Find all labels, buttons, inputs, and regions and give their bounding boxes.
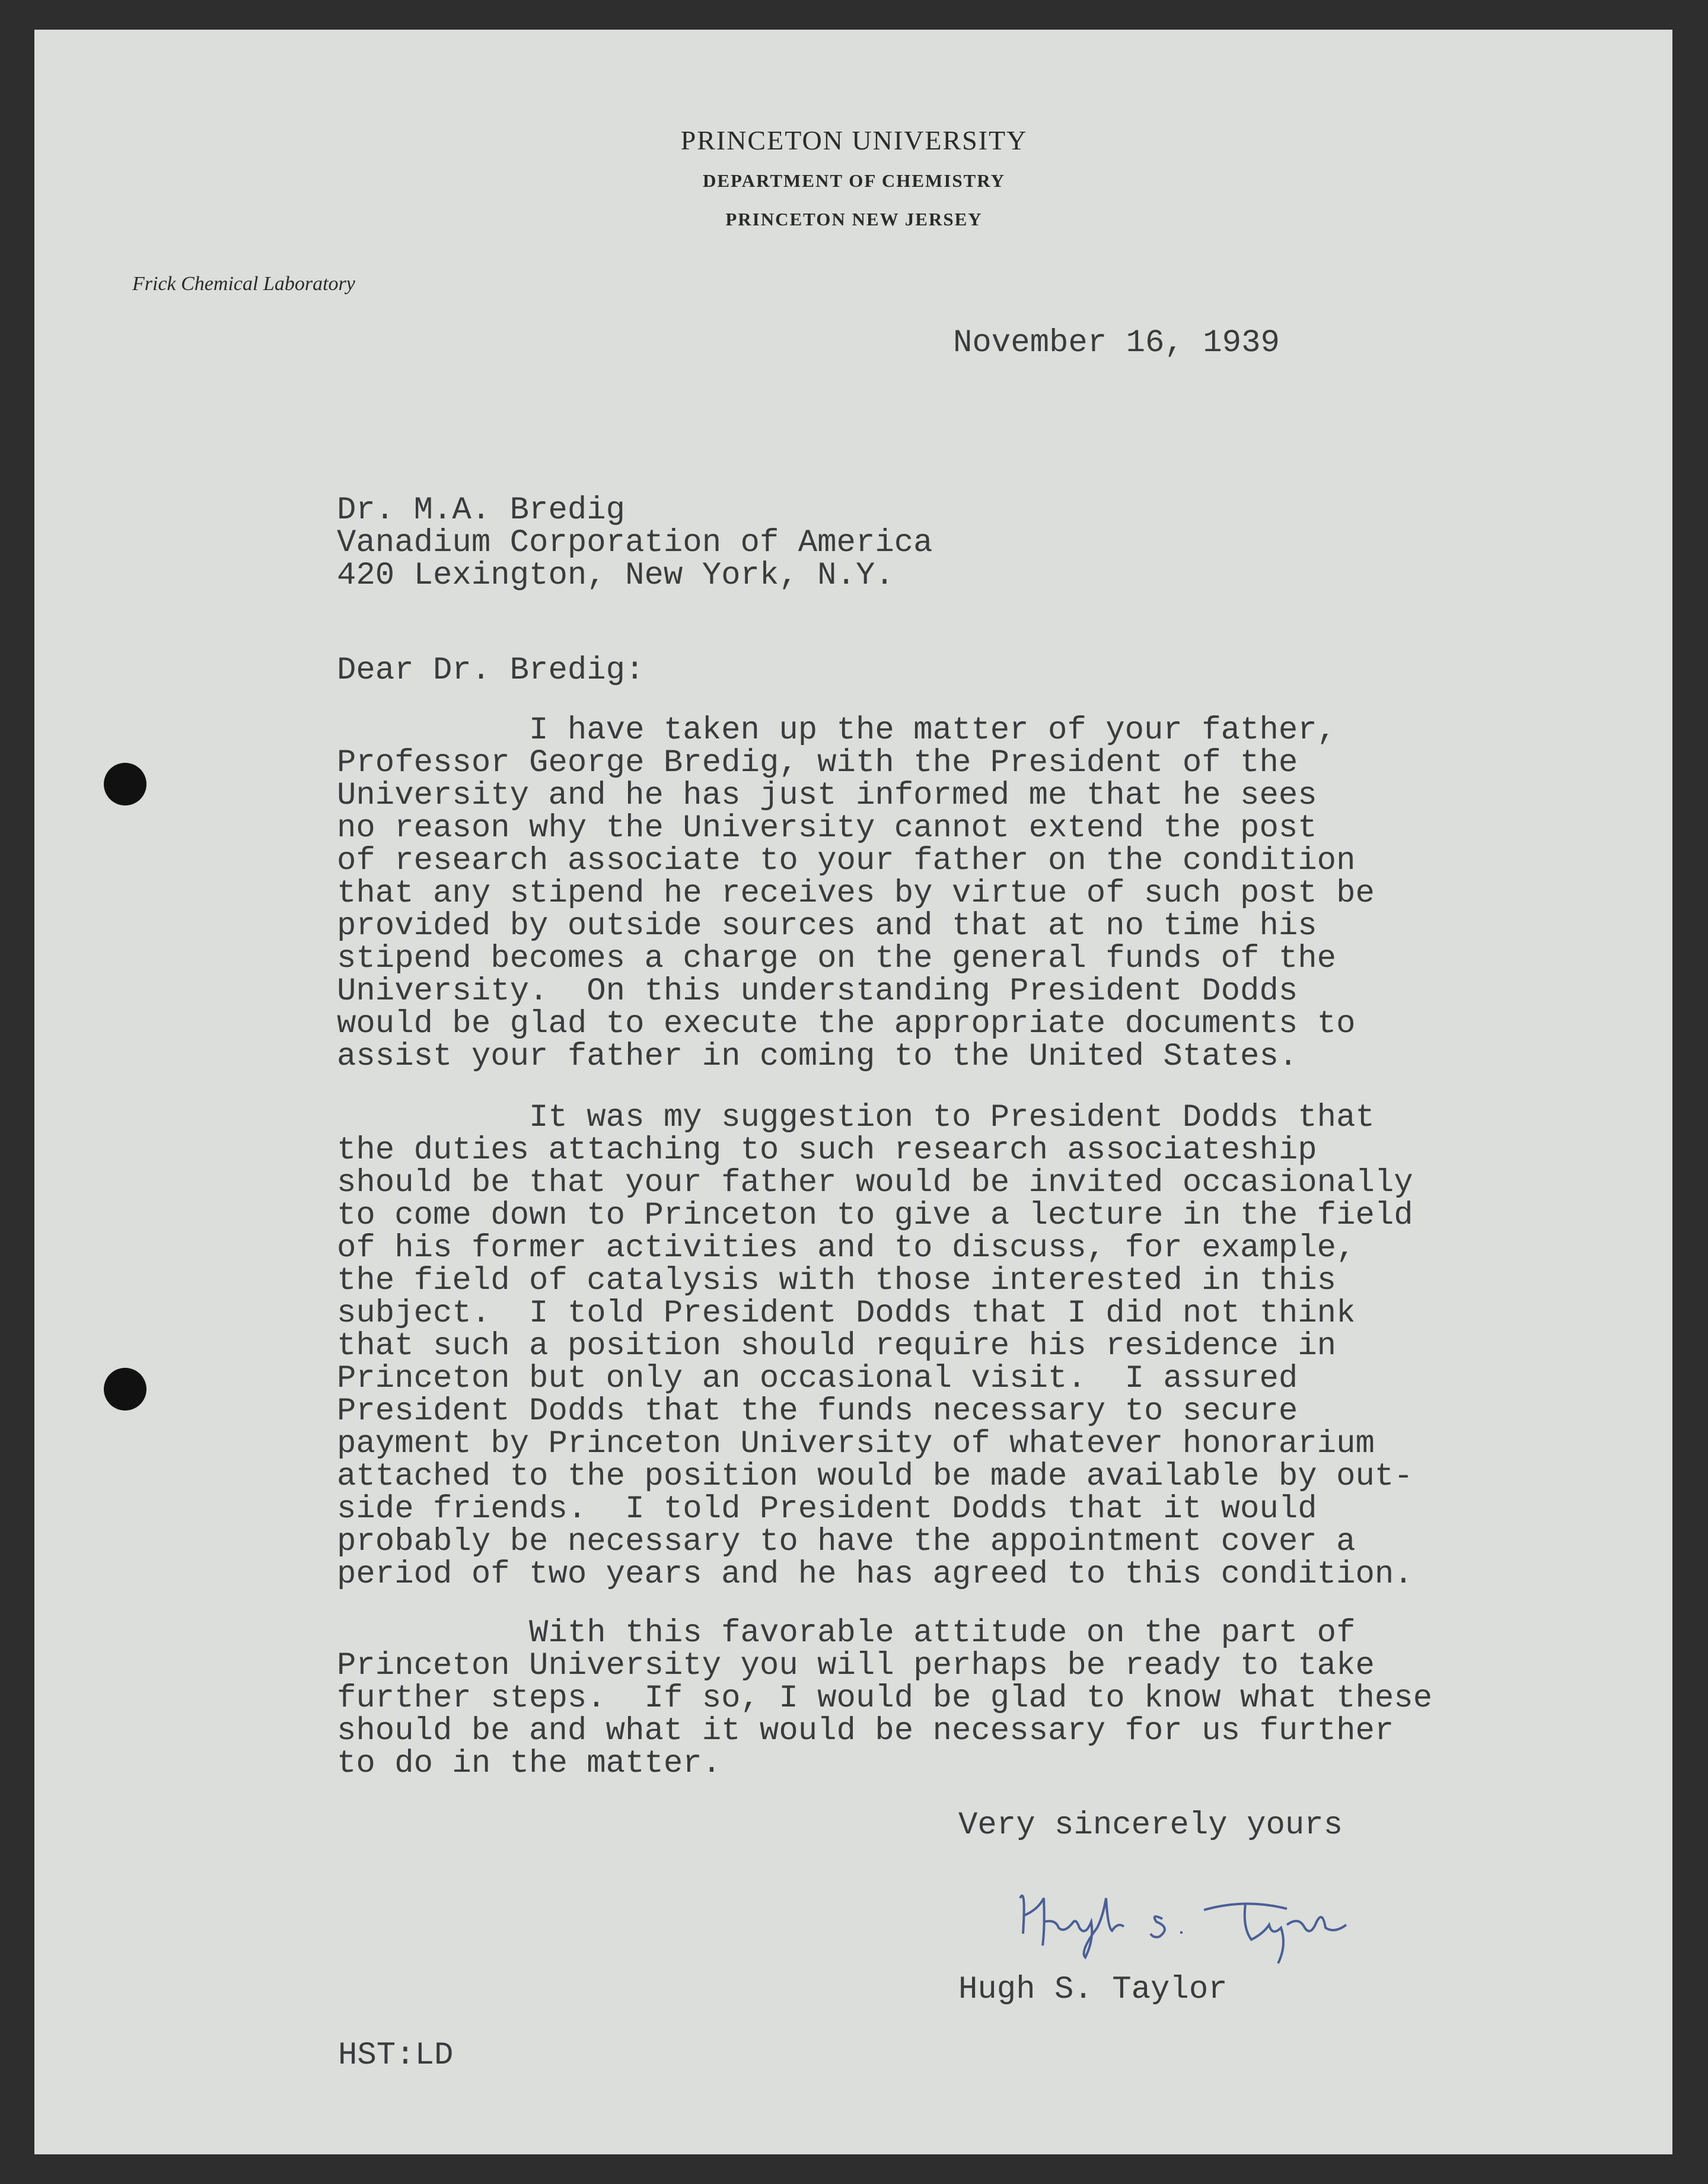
letterhead-institution: PRINCETON UNIVERSITY: [680, 125, 1028, 155]
paragraph-line: of research associate to your father on the condition: [337, 843, 1356, 879]
letter-date: November 16, 1939: [953, 325, 1280, 361]
paragraph-line: period of two years and he has agreed to this condition.: [337, 1556, 1413, 1593]
paragraph-line: I have taken up the matter of your father,: [337, 712, 1337, 749]
paragraph-line: the duties attaching to such research associateship: [337, 1132, 1317, 1169]
paragraph-line: that any stipend he receives by virtue of such post be: [337, 875, 1375, 912]
salutation: Dear Dr. Bredig:: [337, 652, 645, 689]
paragraph-line: subject. I told President Dodds that I did not think: [337, 1295, 1356, 1332]
paragraph-line: probably be necessary to have the appointment cover a: [337, 1524, 1356, 1560]
paragraph-line: assist your father in coming to the United States.: [337, 1039, 1298, 1075]
letterhead-lab: Frick Chemical Laboratory: [132, 273, 355, 295]
paragraph-line: University and he has just informed me that he sees: [337, 778, 1317, 814]
paragraph-line: to come down to Princeton to give a lecture in the field: [337, 1198, 1413, 1234]
letter-page: [34, 30, 1672, 2154]
paragraph-line: the field of catalysis with those interested in this: [337, 1263, 1337, 1299]
paragraph-line: provided by outside sources and that at no time his: [337, 908, 1317, 944]
paragraph-line: It was my suggestion to President Dodds that: [337, 1100, 1375, 1136]
paragraph-line: payment by Princeton University of whatever honorarium: [337, 1426, 1375, 1462]
paragraph-3: [337, 1617, 1432, 1780]
paragraph-1: [337, 714, 1375, 1073]
address-line: Dr. M.A. Bredig: [337, 492, 626, 529]
paragraph-line: With this favorable attitude on the part of: [337, 1615, 1356, 1651]
closing: Very sincerely yours: [958, 1807, 1343, 1844]
paragraph-line: no reason why the University cannot extend the post: [337, 810, 1317, 846]
paragraph-line: stipend becomes a charge on the general funds of the: [337, 941, 1337, 977]
paragraph-line: President Dodds that the funds necessary to secure: [337, 1393, 1298, 1430]
paragraph-line: should be and what it would be necessary for us further: [337, 1713, 1394, 1749]
paragraph-line: Princeton but only an occasional visit. I assured: [337, 1361, 1298, 1397]
address-line: 420 Lexington, New York, N.Y.: [337, 558, 894, 594]
paragraph-line: Princeton University you will perhaps be ready to take: [337, 1648, 1375, 1684]
paragraph-2: [337, 1101, 1413, 1591]
punch-hole: [104, 763, 146, 806]
letterhead-location: PRINCETON NEW JERSEY: [725, 209, 983, 230]
paragraph-line: should be that your father would be invited occasionally: [337, 1165, 1413, 1201]
recipient-address: [337, 494, 933, 592]
paragraph-line: University. On this understanding President Dodds: [337, 973, 1298, 1010]
letterhead-department: DEPARTMENT OF CHEMISTRY: [702, 170, 1005, 191]
handwritten-signature: [1008, 1863, 1364, 1969]
paragraph-line: Professor George Bredig, with the President of the: [337, 745, 1298, 781]
reference-initials: HST:LD: [338, 2037, 454, 2074]
paragraph-line: that such a position should require his residence in: [337, 1328, 1337, 1364]
address-line: Vanadium Corporation of America: [337, 525, 933, 561]
paragraph-line: to do in the matter.: [337, 1746, 722, 1782]
paragraph-line: attached to the position would be made available by out-: [337, 1459, 1413, 1495]
signer-name: Hugh S. Taylor: [958, 1972, 1228, 2008]
paragraph-line: of his former activities and to discuss, for example,: [337, 1230, 1356, 1266]
punch-hole: [104, 1368, 146, 1411]
paragraph-line: further steps. If so, I would be glad to know what these: [337, 1680, 1433, 1717]
paragraph-line: side friends. I told President Dodds that it would: [337, 1491, 1317, 1527]
paragraph-line: would be glad to execute the appropriate documents to: [337, 1006, 1356, 1042]
